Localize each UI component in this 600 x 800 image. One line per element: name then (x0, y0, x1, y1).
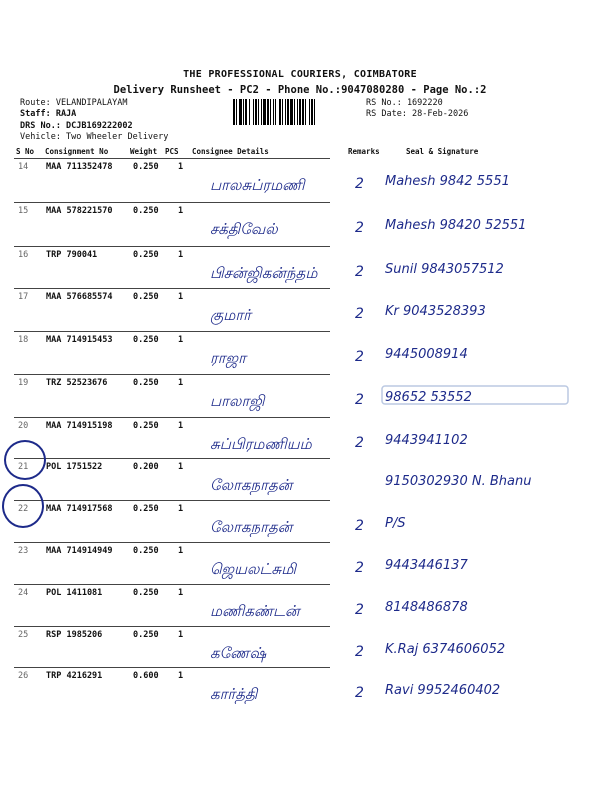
row-sno: 26 (18, 671, 29, 681)
row-signature-phone: 9443446137 (385, 558, 468, 573)
row-sno: 25 (18, 630, 29, 640)
col-consignee: Consignee Details (192, 147, 269, 156)
row-weight: 0.250 (133, 588, 159, 598)
row-consignee-handwritten: கார்த்தி (210, 685, 258, 703)
row-consignment-no: TRP 790041 (46, 250, 98, 260)
row-signature-phone: 9445008914 (385, 347, 468, 362)
row-remark-mark: 2 (355, 392, 364, 408)
row-signature-phone: 9150302930 N. Bhanu (385, 474, 532, 489)
row-pcs: 1 (178, 588, 184, 598)
row-signature-phone: Sunil 9843057512 (385, 262, 504, 277)
row-consignee-handwritten: குமார் (210, 306, 251, 324)
row-signature-phone: 9443941102 (385, 433, 468, 448)
row-sno: 17 (18, 292, 29, 302)
row-signature-phone: K.Raj 6374606052 (385, 642, 506, 657)
row-weight: 0.250 (133, 421, 159, 431)
row-consignee-handwritten: ஜெயலட்சுமி (210, 560, 296, 578)
row-remark-mark: 2 (355, 220, 364, 236)
row-remark-mark: 2 (355, 518, 364, 534)
row-weight: 0.250 (133, 546, 159, 556)
row-remark-mark: 2 (355, 349, 364, 365)
row-divider (14, 584, 330, 585)
row-consignment-no: MAA 578221570 (46, 206, 113, 216)
row-pcs: 1 (178, 162, 184, 172)
row-consignee-handwritten: லோகநாதன் (210, 476, 293, 494)
row-sno: 19 (18, 378, 29, 388)
row-sno: 24 (18, 588, 29, 598)
row-consignee-handwritten: சுப்பிரமணியம் (210, 435, 312, 453)
row-pcs: 1 (178, 630, 184, 640)
row-consignment-no: MAA 714917568 (46, 504, 113, 514)
row-signature-phone: Mahesh 98420 52551 (385, 218, 527, 233)
row-sno: 16 (18, 250, 29, 260)
col-consignment: Consignment No (45, 147, 109, 156)
row-weight: 0.600 (133, 671, 159, 681)
row-signature-phone: 98652 53552 (385, 390, 472, 405)
row-consignee-handwritten: பிசன்ஜிகன்ந்தம் (210, 264, 318, 282)
row-weight: 0.250 (133, 162, 159, 172)
row-weight: 0.250 (133, 250, 159, 260)
row-weight: 0.250 (133, 292, 159, 302)
row-divider (14, 202, 330, 203)
row-divider (14, 667, 330, 668)
row-divider (14, 500, 330, 501)
row-weight: 0.250 (133, 335, 159, 345)
row-consignment-no: MAA 576685574 (46, 292, 113, 302)
row-consignee-handwritten: கணேஷ் (210, 644, 267, 662)
row-pcs: 1 (178, 421, 184, 431)
row-pcs: 1 (178, 546, 184, 556)
row-sno: 18 (18, 335, 29, 345)
row-consignment-no: MAA 714915453 (46, 335, 113, 345)
rs-number: RS No.: 1692220 (366, 98, 443, 108)
row-pcs: 1 (178, 378, 184, 388)
row-sno: 23 (18, 546, 29, 556)
row-sno: 21 (18, 462, 29, 472)
row-consignee-handwritten: மணிகண்டன் (210, 602, 300, 620)
row-signature-phone: Mahesh 9842 5551 (385, 174, 510, 189)
row-divider (14, 417, 330, 418)
row-remark-mark: 2 (355, 435, 364, 451)
row-remark-mark: 2 (355, 176, 364, 192)
row-pcs: 1 (178, 671, 184, 681)
row-consignment-no: MAA 711352478 (46, 162, 113, 172)
row-pcs: 1 (178, 292, 184, 302)
col-sno: S No (16, 147, 35, 156)
row-signature-phone: Ravi 9952460402 (385, 683, 501, 698)
row-remark-mark: 2 (355, 644, 364, 660)
row-divider (14, 542, 330, 543)
row-divider (14, 331, 330, 332)
row-consignee-handwritten: ராஜா (210, 349, 246, 367)
row-weight: 0.250 (133, 378, 159, 388)
row-sno: 22 (18, 504, 29, 514)
row-divider (14, 458, 330, 459)
company-title: THE PROFESSIONAL COURIERS, COIMBATORE (183, 69, 417, 80)
rs-date: RS Date: 28-Feb-2026 (366, 109, 469, 119)
runsheet-subtitle: Delivery Runsheet - PC2 - Phone No.:9047080280 - Page No.:2 (113, 84, 487, 96)
circle-mark-22 (2, 484, 44, 528)
row-divider (14, 288, 330, 289)
circle-mark-21 (4, 440, 46, 480)
barcode-image (232, 99, 360, 125)
row-pcs: 1 (178, 206, 184, 216)
row-signature-phone: P/S (385, 516, 406, 531)
row-pcs: 1 (178, 462, 184, 472)
row-consignee-handwritten: பாலசுப்ரமணி (210, 176, 305, 194)
row-pcs: 1 (178, 504, 184, 514)
row-consignment-no: POL 1751522 (46, 462, 103, 472)
row-consignment-no: POL 1411081 (46, 588, 103, 598)
row-consignment-no: TRZ 52523676 (46, 378, 108, 388)
row-pcs: 1 (178, 335, 184, 345)
row-weight: 0.250 (133, 206, 159, 216)
row-sno: 15 (18, 206, 29, 216)
row-sno: 14 (18, 162, 29, 172)
row-consignment-no: TRP 4216291 (46, 671, 103, 681)
row-consignment-no: RSP 1985206 (46, 630, 103, 640)
row-remark-mark: 2 (355, 306, 364, 322)
row-sno: 20 (18, 421, 29, 431)
vehicle-label: Vehicle: Two Wheeler Delivery (20, 132, 169, 142)
row-remark-mark: 2 (355, 560, 364, 576)
row-signature-phone: Kr 9043528393 (385, 304, 486, 319)
row-weight: 0.250 (133, 630, 159, 640)
row-remark-mark: 2 (355, 685, 364, 701)
row-consignment-no: MAA 714914949 (46, 546, 113, 556)
drs-label: DRS No.: DCJB169222002 (20, 121, 133, 131)
col-pcs: PCS (165, 147, 179, 156)
col-seal-signature: Seal & Signature (406, 147, 479, 156)
row-consignee-handwritten: பாலாஜி (210, 392, 265, 410)
row-divider (14, 158, 330, 159)
row-consignment-no: MAA 714915198 (46, 421, 113, 431)
row-consignee-handwritten: சக்திவேல் (210, 220, 278, 238)
row-pcs: 1 (178, 250, 184, 260)
staff-label: Staff: RAJA (20, 109, 77, 119)
row-divider (14, 374, 330, 375)
row-divider (14, 626, 330, 627)
row-weight: 0.200 (133, 462, 159, 472)
row-remark-mark: 2 (355, 264, 364, 280)
route-label: Route: VELANDIPALAYAM (20, 98, 128, 108)
col-weight: Weight (130, 147, 158, 156)
row-divider (14, 246, 330, 247)
row-consignee-handwritten: லோகநாதன் (210, 518, 293, 536)
row-weight: 0.250 (133, 504, 159, 514)
row-signature-phone: 8148486878 (385, 600, 468, 615)
row-remark-mark: 2 (355, 602, 364, 618)
col-remarks: Remarks (348, 147, 380, 156)
